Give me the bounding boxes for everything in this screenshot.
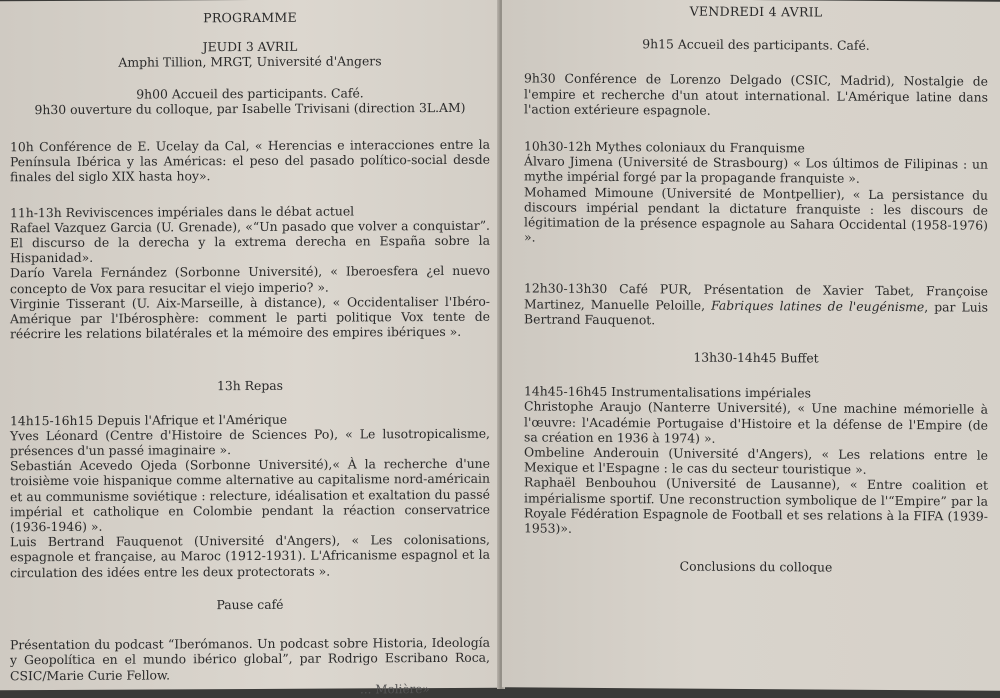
day-heading-friday: VENDREDI 4 AVRIL xyxy=(689,3,823,20)
left-page xyxy=(0,0,500,697)
session2-talk2: Sebastián Acevedo Ojeda (Sorbonne Université),« À la recherche d'une troisième voie hispanique comme alternative au capitalisme nord-américain et au communisme soviétique : relecture, idéalisation et exaltation du passé impérial et catholique en Colombie pendant la réaction conservatrice (1936-1946) ». xyxy=(10,456,490,535)
session4-talk1: Christophe Araujo (Nanterre Université), « Une machine mémorielle à l'œuvre: l'Académie Portugaise d'Histoire et la défense de l'Empire (de sa création en 1936 à 1974) ». xyxy=(524,398,988,446)
session3-talk2: Mohamed Mimoune (Université de Montpellier), « La persistance du discours impérial pendant la dictature franquiste : les discours de légitimation de la présence espagnole au Sahara Occidental (1958-1976) ». xyxy=(524,184,988,245)
programme-title: PROGRAMME xyxy=(203,9,297,26)
buffet: 13h30-14h45 Buffet xyxy=(693,349,819,366)
session4-title: 14h45-16h45 Instrumentalisations impériales xyxy=(524,383,811,401)
session2-title: 14h15-16h15 Depuis l'Afrique et l'Amérique xyxy=(10,411,288,428)
conference-9h30: 9h30 Conférence de Lorenzo Delgado (CSIC, Madrid), Nostalgie de l'empire et recherche d'un atout international. L'Amérique latine dans l'action extérieure espagnole. xyxy=(524,70,988,118)
session1-talk3: Virginie Tisserant (U. Aix-Marseille, à distance), « Occidentaliser l'Ibéro-Amérique par l'Ibérosphère: comment le parti politique Vox tente de réécrire les relations bilatérales et la mémoire des empires ibériques ». xyxy=(10,293,490,342)
lunch: 13h Repas xyxy=(216,378,284,394)
cafe-pur xyxy=(524,281,988,330)
welcome-friday: 9h15 Accueil des participants. Café. xyxy=(642,36,870,54)
cut-off-text: ... Molière» xyxy=(360,682,430,697)
cut-off-line xyxy=(60,682,480,698)
day-heading-thursday: JEUDI 3 AVRIL xyxy=(202,38,298,55)
session4-talk2: Ombeline Anderouin (Université d'Angers), « Les relations entre le Mexique et l'Espagne : le cas du secteur touristique ». xyxy=(524,444,988,478)
cafe-pur-book-title: Fabriques latines de l'eugénisme xyxy=(711,297,925,314)
coffee-break: Pause café xyxy=(216,596,284,613)
session1-talk2: Darío Varela Fernández (Sorbonne Université), « Iberoesfera ¿el nuevo concepto de Vox para resucitar el viejo imperio? ». xyxy=(10,263,490,296)
session1-title: 11h-13h Reviviscences impériales dans le débat actuel xyxy=(10,203,355,220)
session2-talk1: Yves Léonard (Centre d'Histoire de Sciences Po), « Le lusotropicalisme, présences d'un passé imaginaire ». xyxy=(10,425,490,459)
right-page xyxy=(502,0,1000,691)
cafe-pur-presenter: , par Luis Bertrand Fauquenot. xyxy=(524,298,989,328)
session3-title: 10h30-12h Mythes coloniaux du Franquisme xyxy=(524,138,805,156)
venue: Amphi Tillion, MRGT, Université d'Angers xyxy=(118,53,382,71)
conclusions: Conclusions du colloque xyxy=(679,558,833,575)
session3-talk1: Álvaro Jimena (Université de Strasbourg) « Los últimos de Filipinas : un mythe impérial forgé par la propagande franquiste ». xyxy=(524,153,988,187)
session1-talk1: Rafael Vazquez Garcia (U. Grenade), «“Un pasado que volver a conquistar”. El discurso de la derecha y la extrema derecha en España sobre la Hispanidad». xyxy=(10,217,490,266)
conference-10h: 10h Conférence de E. Ucelay da Cal, « Herencias e interacciones entre la Península Ibérica y las Américas: el peso del pasado político-social desde finales del siglo XIX hasta hoy». xyxy=(10,136,490,185)
opening: 9h30 ouverture du colloque, par Isabelle Trivisani (direction 3L.AM) xyxy=(34,99,466,117)
session4-talk3: Raphaël Benbouhou (Université de Lausanne), « Entre coalition et impérialisme sportif. Une reconstruction symbolique de l'“Empire” par la Royale Fédération Espagnole de Football et ses relations à la FIFA (1939-1953)». xyxy=(524,474,988,536)
session2-talk3: Luis Bertrand Fauquenot (Université d'Angers), « Les colonisations, espagnole et française, au Maroc (1912-1931). L'Africanisme espagnol et la circulation des idées entre les deux protectorats ». xyxy=(10,532,490,580)
podcast: Présentation du podcast “Iberómanos. Un podcast sobre Historia, Ideología y Geopolítica en el mundo ibérico global”, par Rodrigo Escribano Roca, CSIC/Marie Curie Fellow. xyxy=(10,634,490,683)
welcome-thursday: 9h00 Accueil des participants. Café. xyxy=(136,85,364,102)
cafe-pur-intro: 12h30-13h30 Café PUR, Présentation de Xavier Tabet, Françoise Martinez, Manuelle Peloille, xyxy=(524,280,988,313)
